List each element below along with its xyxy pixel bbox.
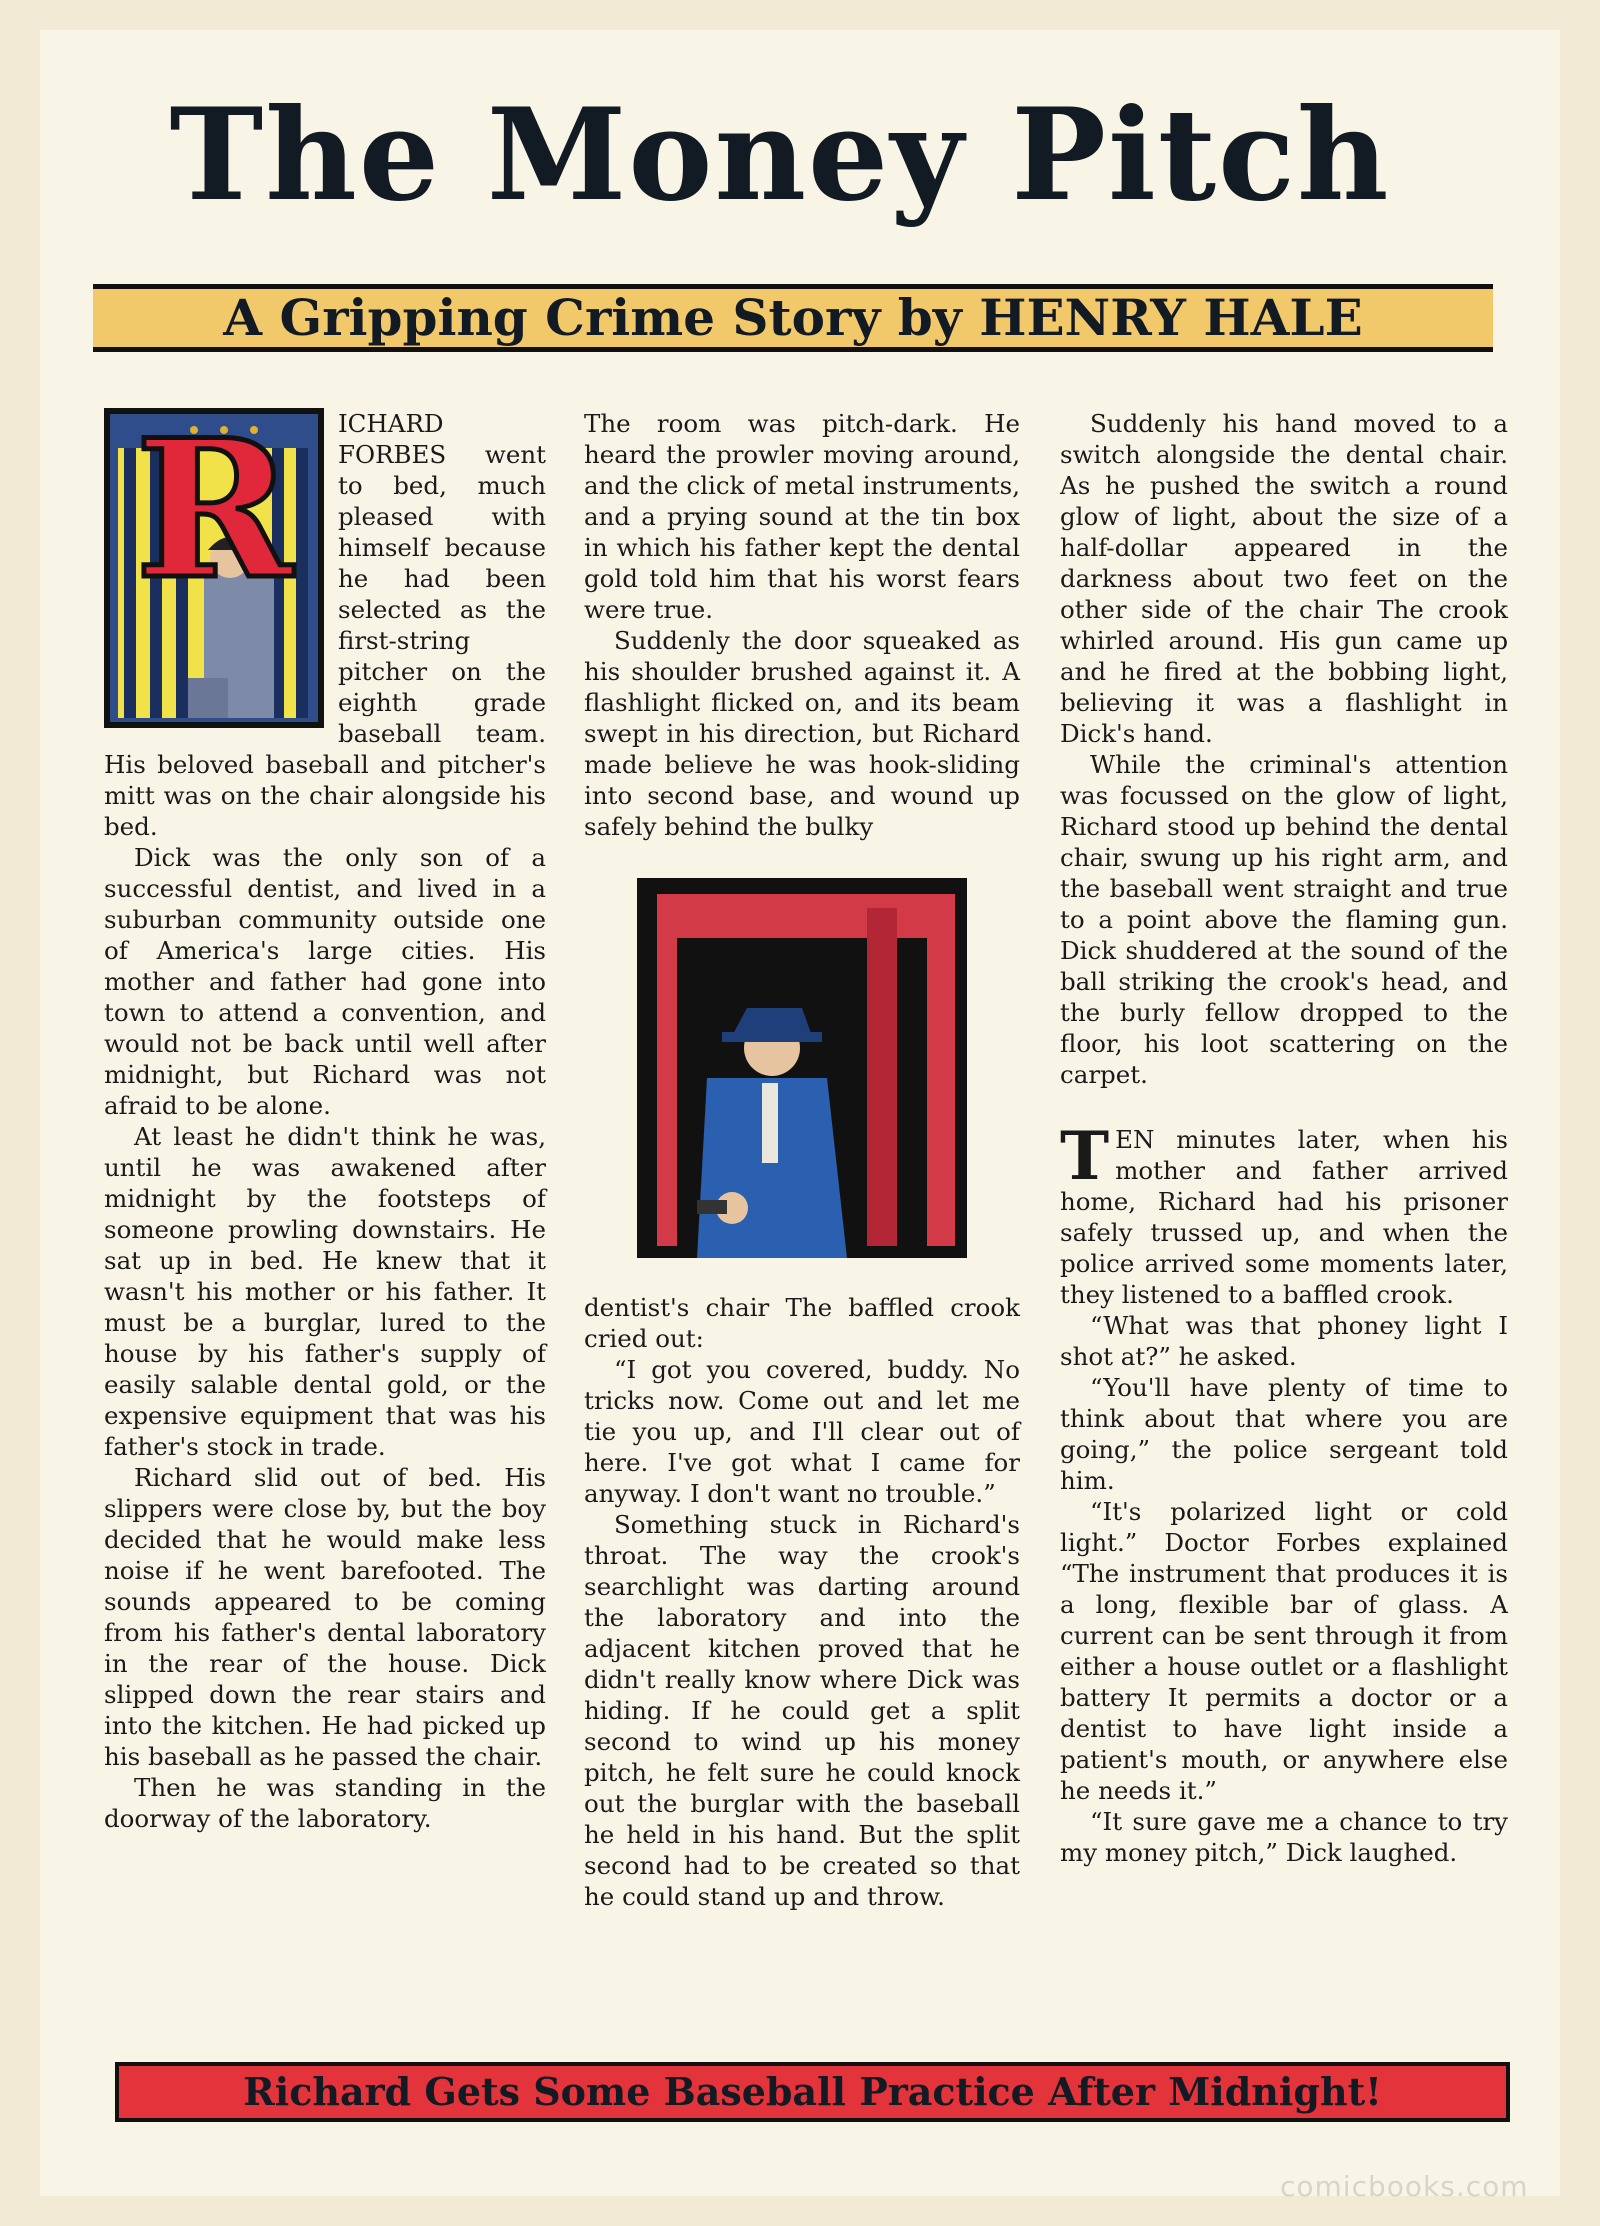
col3-paragraph-7: “It sure gave me a chance to try my money pitch,” Dick laughed. (1060, 1807, 1508, 1867)
column-2 (584, 408, 1020, 1912)
col3-paragraph-6: “It's polarized light or cold light.” Doctor Forbes explained “The instrument that produces it is a long, flexible bar of glass. A current can be sent through it from either a house outlet or a flashlight battery It permits a doctor or a dentist to have light inside a patient's mouth, or anywhere else he needs it.” (1060, 1497, 1508, 1805)
col3-paragraph-2: While the criminal's attention was focussed on the glow of light, Richard stood up behind the dental chair, swung up his right arm, and the baseball went straight and true to a point above the flaming gun. Dick shuddered at the sound of the ball striking the crook's head, and the burly fellow dropped to the floor, his loot scattering on the carpet. (1060, 750, 1508, 1089)
bottom-banner-text: Richard Gets Some Baseball Practice After Midnight! (243, 2069, 1382, 2114)
dropcap-illustration (104, 408, 324, 728)
crook-image (637, 878, 967, 1258)
col1-paragraph-1: ICHARD FORBES went to bed, much pleased with himself because he had been selected as the first-string pitcher on the eighth grade baseball team. His beloved baseball and pitcher's mitt was on the chair alongside his bed. (104, 409, 546, 841)
col3-paragraph-5: “You'll have plenty of time to think about that where you are going,” the police sergeant told him. (1060, 1373, 1508, 1495)
bottom-banner (115, 2062, 1510, 2122)
column-3 (1060, 408, 1508, 1868)
col1-paragraph-3: At least he didn't think he was, until he was awakened after midnight by the footsteps of someone prowling downstairs. He sat up in bed. He knew that it wasn't his mother or his father. It must be a burglar, lured to the house by his father's supply of easily salable dental gold, or the expensive equipment that was his father's stock in trade. (104, 1122, 546, 1461)
col1-paragraph-2: Dick was the only son of a successful dentist, and lived in a suburban community outside one of America's large cities. His mother and father had gone into town to attend a convention, and would not be back until well after midnight, but Richard was not afraid to be alone. (104, 843, 546, 1120)
col1-paragraph-4: Richard slid out of bed. His slippers were close by, but the boy decided that he would make less noise if he went barefooted. The sounds appeared to be coming from his father's dental laboratory in the rear of the house. Dick slipped down the rear stairs and into the kitchen. He had picked up his baseball as he passed the chair. (104, 1463, 546, 1771)
story-title: The Money Pitch (169, 81, 1391, 229)
col2-paragraph-3: dentist's chair The baffled crook cried out: (584, 1293, 1020, 1353)
col1-paragraph-5: Then he was standing in the doorway of the laboratory. (104, 1773, 546, 1833)
subtitle-banner (93, 284, 1493, 352)
dropcap-t: T (1060, 1117, 1110, 1195)
byline: A Gripping Crime Story by HENRY HALE (223, 288, 1363, 347)
col3-paragraph-4: “What was that phoney light I shot at?” he asked. (1060, 1311, 1508, 1371)
dropcap-r-image (104, 408, 324, 728)
column-1 (104, 408, 546, 1834)
col3-paragraph-3 (1060, 1117, 1508, 1310)
dropcap-letter: R (135, 408, 293, 621)
col2-paragraph-4: “I got you covered, buddy. No tricks now. Come out and let me tie you up, and I'll clear out of here. I've got what I came for anyway. I don't want no trouble.” (584, 1355, 1020, 1508)
col2-paragraph-5: Something stuck in Richard's throat. The way the crook's searchlight was darting around the laboratory and into the adjacent kitchen proved that he didn't really know where Dick was hiding. If he could get a split second to wind up his money pitch, he felt sure he could knock out the burglar with the baseball he held in his hand. But the split second had to be created so that he could stand up and throw. (584, 1510, 1020, 1911)
col3-paragraph-1: Suddenly his hand moved to a switch alongside the dental chair. As he pushed the switch a round glow of light, about the size of a half-dollar appeared in the darkness about two feet on the other side of the chair The crook whirled around. His gun came up and he fired at the bobbing light, believing it was a flashlight in Dick's hand. (1060, 409, 1508, 748)
col3-paragraph-3-text: EN minutes later, when his mother and father arrived home, Richard had his prisoner safely trussed up, and when the police arrived some moments later, they listened to a baffled crook. (1060, 1125, 1508, 1309)
watermark: comicbooks.com (1280, 2170, 1529, 2203)
col2-paragraph-2: Suddenly the door squeaked as his shoulder brushed against it. A flashlight flicked on, and its beam swept in his direction, but Richard made believe he was hook-sliding into second base, and wound up safely behind the bulky (584, 626, 1020, 841)
col2-paragraph-1: The room was pitch-dark. He heard the prowler moving around, and the click of metal instruments, and a prying sound at the tin box in which his father kept the dental gold told him that his worst fears were true. (584, 409, 1020, 624)
crook-illustration (637, 878, 967, 1258)
